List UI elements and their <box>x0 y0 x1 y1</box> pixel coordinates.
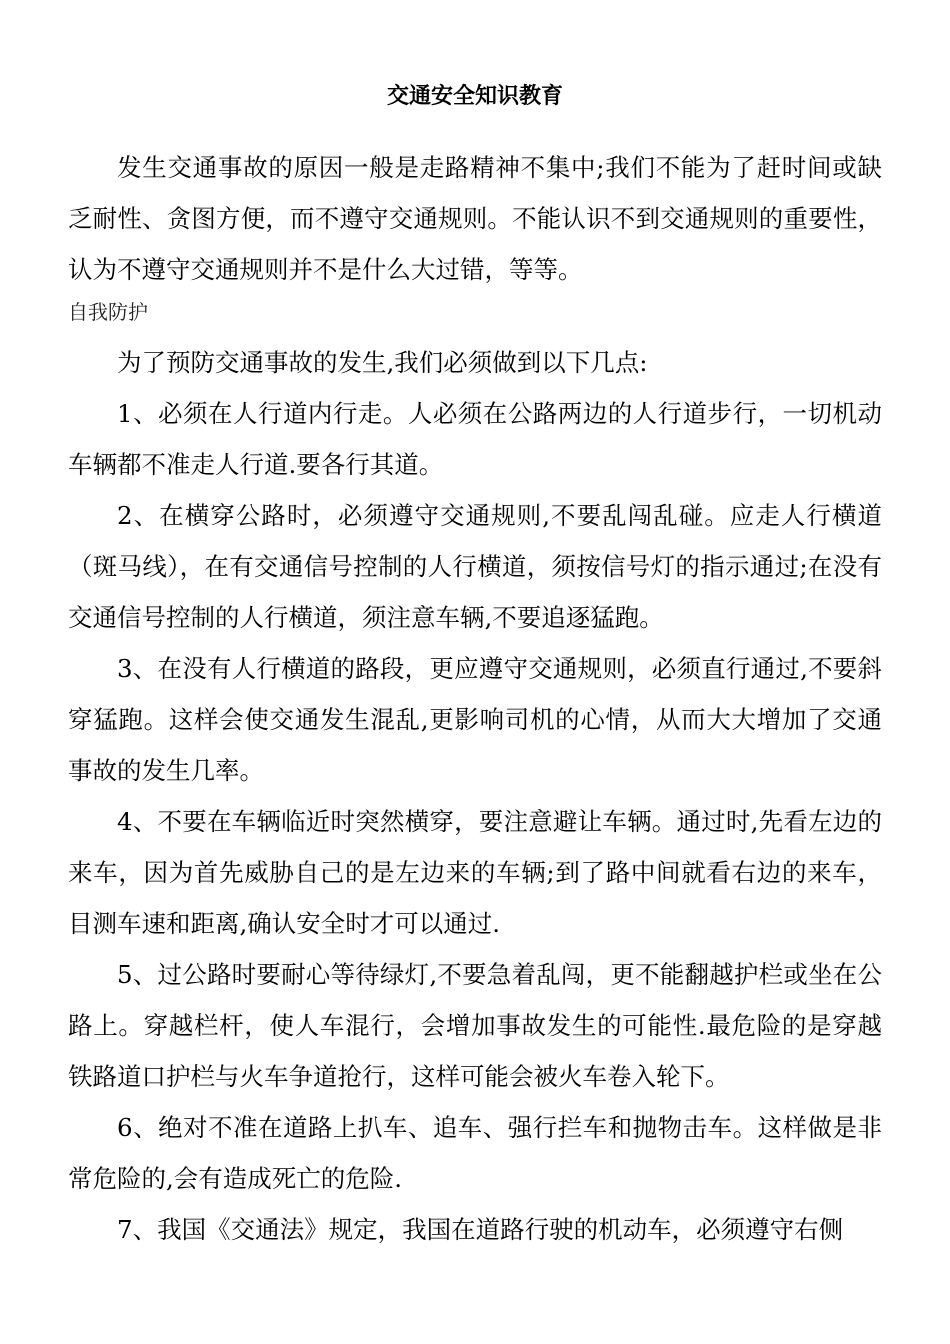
point-3: 3、在没有人行横道的路段，更应遵守交通规则，必须直行通过,不要斜穿猛跑。这样会使交通发生混乱,更影响司机的心情，从而大大增加了交通事故的发生几率。 <box>68 654 882 785</box>
document-page <box>68 82 882 1255</box>
intro-paragraph: 发生交通事故的原因一般是走路精神不集中;我们不能为了赶时间或缺乏耐性、贪图方便，而不遵守交通规则。不能认识不到交通规则的重要性，认为不遵守交通规则并不是什么大过错，等等。 <box>68 153 882 284</box>
point-1: 1、必须在人行道内行走。人必须在公路两边的人行道步行，一切机动车辆都不准走人行道.要各行其道。 <box>68 399 882 479</box>
lead-paragraph: 为了预防交通事故的发生,我们必须做到以下几点: <box>117 348 648 377</box>
point-2: 2、在横穿公路时，必须遵守交通规则,不要乱闯乱碰。应走人行横道（斑马线），在有交通信号控制的人行横道，须按信号灯的指示通过;在没有交通信号控制的人行横道，须注意车辆,不要追逐猛跑。 <box>68 501 882 632</box>
point-7: 7、我国《交通法》规定，我国在道路行驶的机动车，必须遵守右侧 <box>117 1215 844 1244</box>
document-title: 交通安全知识教育 <box>386 84 563 109</box>
section-heading: 自我防护 <box>68 300 148 324</box>
point-6: 6、绝对不准在道路上扒车、追车、强行拦车和抛物击车。这样做是非常危险的,会有造成死亡的危险. <box>68 1113 882 1193</box>
point-5: 5、过公路时要耐心等待绿灯,不要急着乱闯，更不能翻越护栏或坐在公路上。穿越栏杆，使人车混行，会增加事故发生的可能性.最危险的是穿越铁路道口护栏与火车争道抢行，这样可能会被火车卷入轮下。 <box>68 960 882 1091</box>
point-4: 4、不要在车辆临近时突然横穿，要注意避让车辆。通过时,先看左边的来车，因为首先威胁自己的是左边来的车辆;到了路中间就看右边的来车，目测车速和距离,确认安全时才可以通过. <box>68 807 882 938</box>
